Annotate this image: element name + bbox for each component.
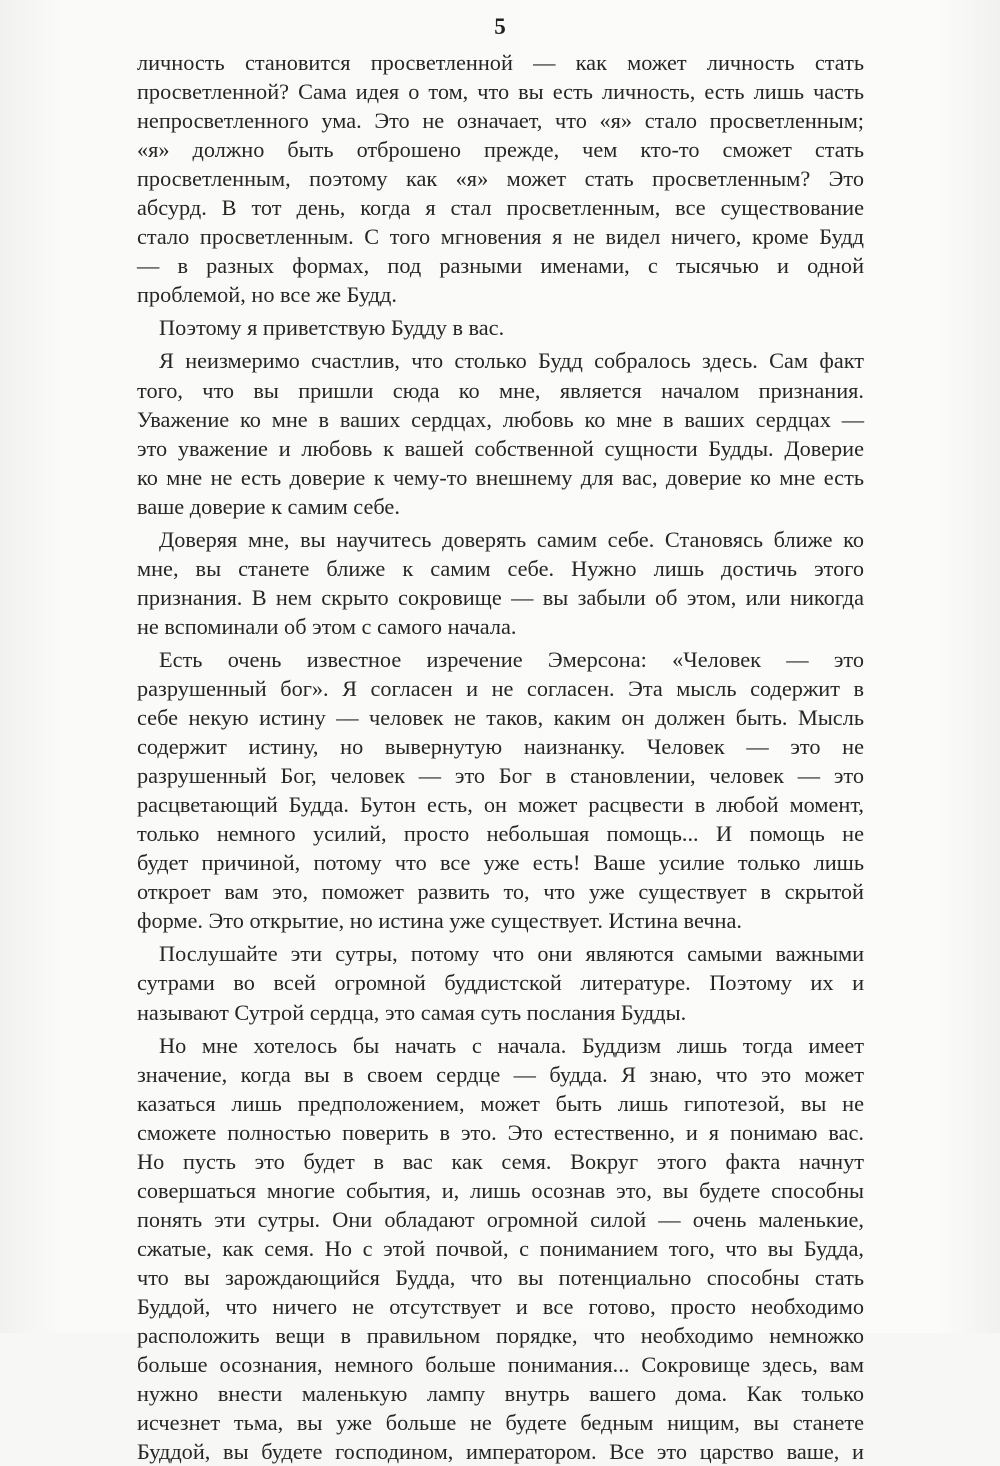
text-line: просветленной? Сама идея о том, что вы есть личность, есть лишь часть bbox=[137, 79, 864, 105]
text-line: — в разных формах, под разными именами, с тысячью и одной bbox=[137, 253, 864, 279]
text-line: разрушенный Бог, человек — это Бог в становлении, человек — это bbox=[137, 763, 864, 789]
text-line: казаться лишь предположением, может быть лишь гипотезой, вы не bbox=[137, 1090, 864, 1116]
text-line: Уважение ко мне в ваших сердцах, любовь ко мне в ваших сердцах — bbox=[137, 406, 864, 432]
text-line: Но мне хотелось бы начать с начала. Буддизм лишь тогда имеет bbox=[159, 1032, 864, 1058]
text-line: только немного усилий, просто небольшая помощь... И помощь не bbox=[137, 821, 864, 847]
text-line: будет причиной, потому что все уже есть! Ваше усилие только лишь bbox=[137, 850, 864, 876]
text-line: абсурд. В тот день, когда я стал просветленным, все существование bbox=[137, 195, 864, 221]
body-text bbox=[137, 48, 864, 1466]
text-line: проблемой, но все же Будд. bbox=[137, 282, 397, 308]
text-line: Буддой, вы будете господином, императором. Все это царство ваше, и bbox=[137, 1439, 864, 1465]
text-line: непросветленного ума. Это не означает, что «я» стало просветленным; bbox=[137, 108, 864, 134]
text-line: Поэтому я приветствую Будду в вас. bbox=[159, 315, 505, 341]
text-line: содержит истину, но вывернутую наизнанку. Человек — это не bbox=[137, 734, 864, 760]
text-line: форме. Это открытие, но истина уже существует. Истина вечна. bbox=[137, 908, 742, 934]
page-number: 5 bbox=[494, 14, 506, 39]
text-line: ваше доверие к самим себе. bbox=[137, 493, 400, 519]
text-line: откроет вам это, поможет развить то, что уже существует в скрытой bbox=[137, 879, 864, 905]
text-line: просветленным, поэтому как «я» может стать просветленным? Это bbox=[137, 166, 864, 192]
text-line: личность становится просветленной — как может личность стать bbox=[137, 50, 864, 75]
text-line: сжатые, как семя. Но с этой почвой, с пониманием того, что вы Будда, bbox=[137, 1235, 864, 1261]
text-line: Буддой, что ничего не отсутствует и все готово, просто необходимо bbox=[137, 1293, 864, 1319]
text-line: Послушайте эти сутры, потому что они являются самыми важными bbox=[159, 941, 864, 967]
text-line: исчезнет тьма, вы уже больше не будете бедным нищим, вы станете bbox=[137, 1410, 864, 1436]
text-line: Но пусть это будет в вас как семя. Вокруг этого факта начнут bbox=[137, 1148, 864, 1174]
text-line: себе некую истину — человек не таков, каким он должен быть. Мысль bbox=[137, 705, 864, 731]
text-line: больше осознания, немного больше понимания... Сокровище здесь, вам bbox=[137, 1352, 864, 1378]
text-line: ко мне не есть доверие к чему-то внешнему для вас, доверие ко мне есть bbox=[137, 464, 864, 490]
text-line: Я неизмеримо счастлив, что столько Будд собралось здесь. Сам факт bbox=[159, 348, 864, 374]
text-line: значение, когда вы в своем сердце — будда. Я знаю, что это может bbox=[137, 1061, 864, 1087]
text-line: Есть очень известное изречение Эмерсона: «Человек — это bbox=[159, 646, 864, 672]
text-line: стало просветленным. С того мгновения я не видел ничего, кроме Будд bbox=[137, 224, 864, 250]
text-line: нужно внести маленькую лампу внутрь вашего дома. Как только bbox=[137, 1381, 864, 1407]
text-line: того, что вы пришли сюда ко мне, является началом признания. bbox=[137, 377, 864, 403]
text-line: сутрами во всей огромной буддистской литературе. Поэтому их и bbox=[137, 970, 864, 996]
text-line: расположить вещи в правильном порядке, что необходимо немножко bbox=[137, 1323, 864, 1349]
text-line: понять эти сутры. Они обладают огромной силой — очень маленькие, bbox=[137, 1206, 864, 1232]
text-line: это уважение и любовь к вашей собственной сущности Будды. Доверие bbox=[137, 435, 864, 461]
text-line: совершаться многие события, и, лишь осознав это, вы будете способны bbox=[137, 1177, 864, 1203]
text-line: разрушенный бог». Я согласен и не согласен. Эта мысль содержит в bbox=[137, 675, 864, 701]
text-line: сможете полностью поверить в это. Это естественно, и я понимаю вас. bbox=[137, 1119, 864, 1145]
text-line: признания. В нем скрыто сокровище — вы забыли об этом, или никогда bbox=[137, 584, 864, 610]
text-line: что вы зарождающийся Будда, что вы потенциально способны стать bbox=[137, 1264, 864, 1290]
text-line: называют Сутрой сердца, это самая суть послания Будды. bbox=[137, 999, 687, 1025]
text-line: мне, вы станете ближе к самим себе. Нужно лишь достичь этого bbox=[137, 555, 864, 581]
text-line: «я» должно быть отброшено прежде, чем кто-то сможет стать bbox=[137, 137, 864, 163]
text-line: не вспоминали об этом с самого начала. bbox=[137, 613, 517, 639]
text-line: Доверяя мне, вы научитесь доверять самим себе. Становясь ближе ко bbox=[159, 526, 864, 552]
text-line: расцветающий Будда. Бутон есть, он может расцвести в любой момент, bbox=[137, 792, 864, 818]
